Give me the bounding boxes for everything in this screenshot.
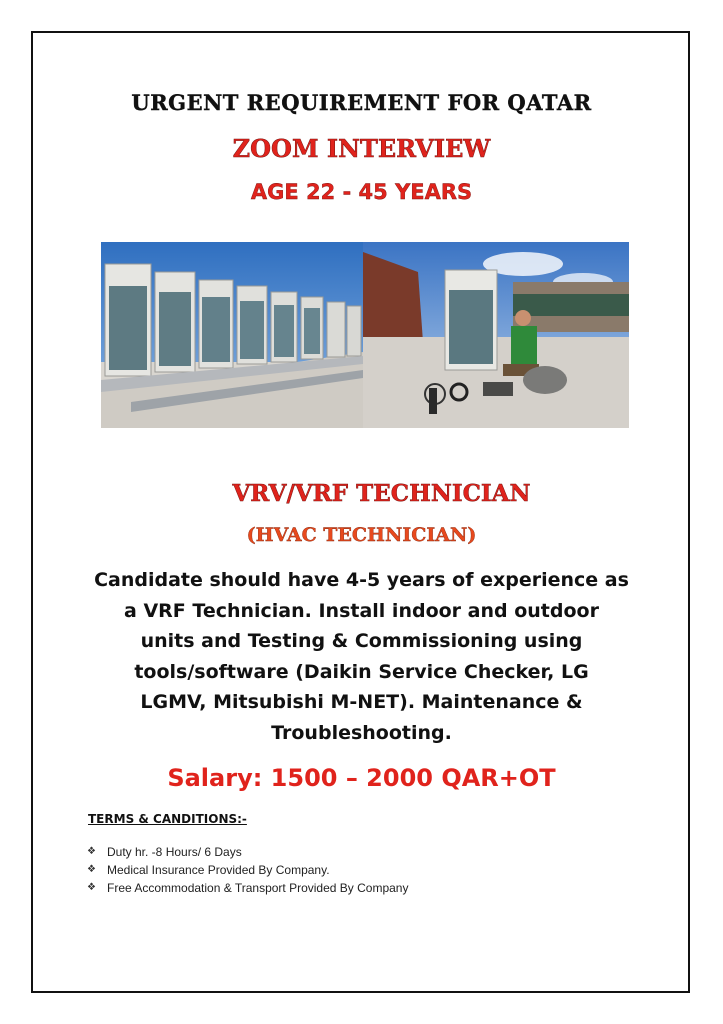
- salary-text: Salary: 1500 – 2000 QAR+OT: [167, 764, 556, 792]
- description-line: tools/software (Daikin Service Checker, LG: [134, 660, 589, 683]
- description-line: LGMV, Mitsubishi M-NET). Maintenance &: [140, 691, 583, 713]
- job-subtitle: (HVAC TECHNICIAN): [246, 524, 477, 546]
- job-description: [76, 565, 647, 748]
- outdoor-units-photo: [101, 242, 363, 428]
- job-title: VRV/VRF TECHNICIAN: [232, 480, 531, 507]
- description-line: Troubleshooting.: [271, 721, 452, 744]
- list-item: [87, 861, 408, 879]
- list-item: [87, 843, 408, 861]
- diamond-bullet-icon: ❖: [87, 846, 96, 857]
- term-text: Free Accommodation & Transport Provided By Company: [107, 881, 409, 895]
- description-line: units and Testing & Commissioning using: [140, 630, 583, 652]
- term-text: Medical Insurance Provided By Company.: [107, 863, 330, 877]
- headline-zoom-interview: ZOOM INTERVIEW: [232, 134, 491, 163]
- hvac-photos: [101, 242, 629, 428]
- headline-age-range: AGE 22 - 45 YEARS: [250, 180, 473, 204]
- diamond-bullet-icon: ❖: [87, 864, 96, 875]
- description-line: Candidate should have 4-5 years of experience as: [94, 569, 629, 591]
- list-item: [87, 879, 408, 897]
- diamond-bullet-icon: ❖: [87, 882, 96, 893]
- terms-heading: TERMS & CANDITIONS:-: [88, 812, 247, 826]
- terms-list: [87, 843, 408, 897]
- technician-at-work-photo: [363, 242, 629, 428]
- headline-urgent: URGENT REQUIREMENT FOR QATAR: [131, 90, 592, 115]
- term-text: Duty hr. -8 Hours/ 6 Days: [107, 845, 242, 859]
- description-line: a VRF Technician. Install indoor and outdoor: [124, 599, 599, 622]
